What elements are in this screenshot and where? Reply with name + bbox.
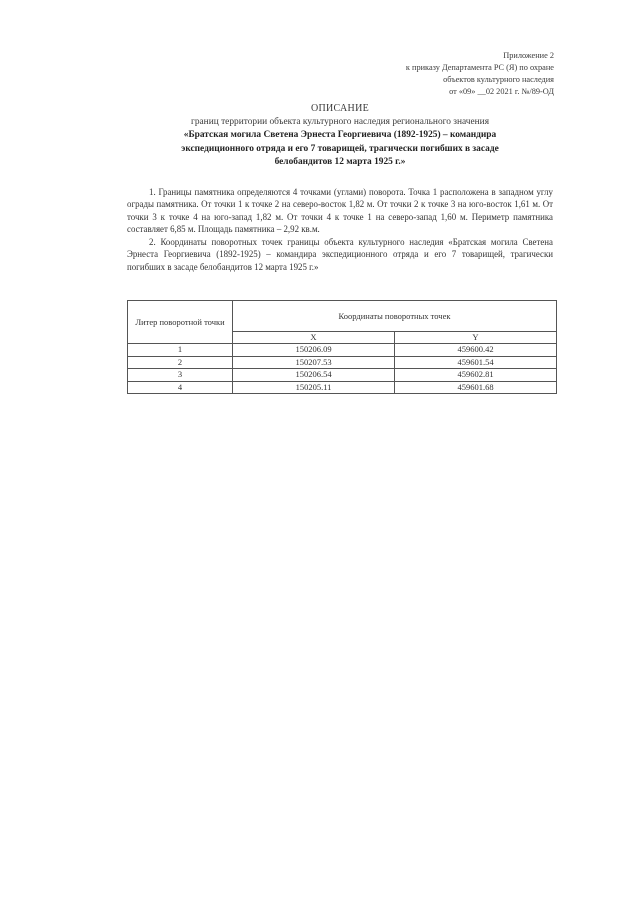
appendix-line-1: Приложение 2 [503,51,554,60]
point-number: 2 [128,356,233,369]
object-name-line-2: экспедиционного отряда и его 7 товарищей, трагически погибших в засаде [181,143,499,154]
point-number: 4 [128,381,233,394]
point-number: 1 [128,344,233,357]
paragraph-coordinates: 2. Координаты поворотных точек границы объекта культурного наследия «Братская могила Светена Эрнеста Георгиевича (1892-1925) – командира экспедиционного отряда и его 7 товарищей, трагически погибших в засаде белобандитов 12 марта 1925 г.» [127,237,553,272]
point-number: 3 [128,369,233,382]
object-name-line-1: «Братская могила Светена Эрнеста Георгиевича (1892-1925) – командира [183,130,497,140]
point-x: 150205.11 [233,381,395,394]
header-y: Y [395,332,557,344]
point-y: 459602.81 [395,369,557,382]
coordinates-table [127,300,557,394]
document-title: ОПИСАНИЕ [310,103,369,114]
point-y: 459600.42 [395,344,557,357]
coordinates-table-wrapper [127,300,557,394]
point-y: 459601.68 [395,381,557,394]
document-body [127,186,553,274]
point-x: 150207.53 [233,356,395,369]
table-row [128,369,557,382]
appendix-line-3: объектов культурного наследия [443,75,554,84]
table-row [128,356,557,369]
appendix-header [324,50,554,98]
header-x: X [233,332,395,344]
object-name-line-3: белобандитов 12 марта 1925 г.» [274,157,406,167]
table-row [128,381,557,394]
paragraph-boundaries: 1. Границы памятника определяются 4 точками (углами) поворота. Точка 1 расположена в западном углу ограды памятника. От точки 1 к точке 2 на северо-восток 1,82 м. От точки 2 к точке 3 на юго-восток 1,61 м. От точки 3 к точке 4 на юго-запад 1,82 м. От точки 4 к точке 1 на северо-запад 1,60 м. Периметр памятника составляет 6,85 м. Площадь памятника – 2,92 кв.м. [127,187,553,234]
appendix-line-2: к приказу Департамента РС (Я) по охране [405,63,554,72]
document-title-block [110,102,570,170]
header-coordinates: Координаты поворотных точек [233,301,557,332]
point-x: 150206.09 [233,344,395,357]
appendix-line-4: от «09» __02 2021 г. №/89-ОД [449,87,554,96]
point-x: 150206.54 [233,369,395,382]
document-subtitle: границ территории объекта культурного наследия регионального значения [190,116,490,127]
header-liter: Литер поворотной точки [128,301,233,344]
table-row [128,344,557,357]
point-y: 459601.54 [395,356,557,369]
